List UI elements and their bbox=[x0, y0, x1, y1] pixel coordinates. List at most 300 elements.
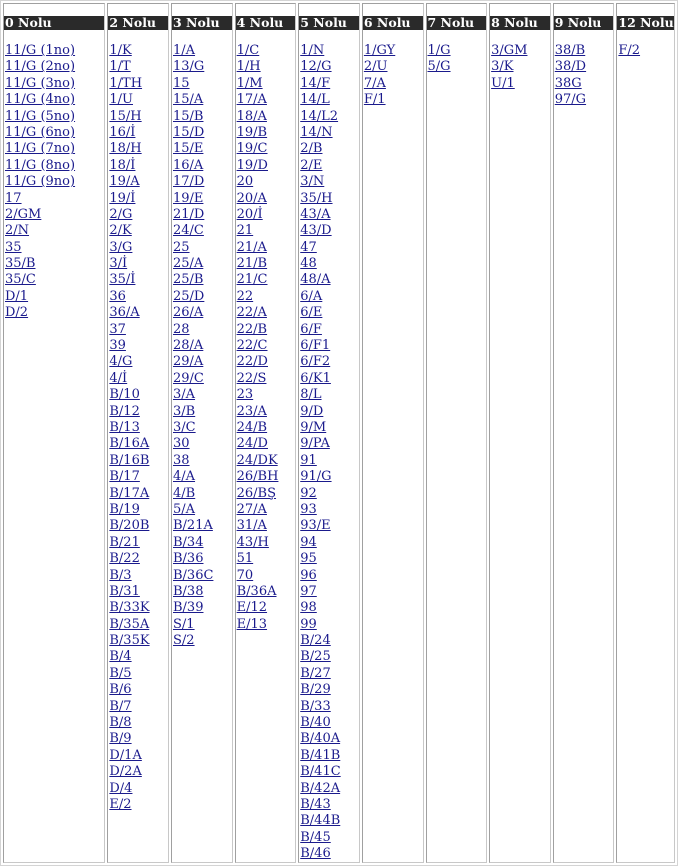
column-header: 12 Nolu bbox=[618, 16, 674, 30]
line-link[interactable]: 29/C bbox=[173, 370, 204, 386]
line-link[interactable]: 22/C bbox=[236, 338, 268, 354]
line-link[interactable]: 1/H bbox=[236, 59, 261, 75]
line-link[interactable]: 30 bbox=[173, 436, 190, 452]
list-item bbox=[173, 140, 232, 156]
line-link[interactable]: 11/G (7no) bbox=[5, 141, 76, 157]
list-item bbox=[237, 550, 296, 566]
list-item bbox=[237, 42, 296, 58]
list-item bbox=[109, 386, 168, 402]
line-link[interactable]: B/31 bbox=[109, 583, 140, 599]
line-link[interactable]: 95 bbox=[300, 551, 317, 567]
line-link[interactable]: 22/S bbox=[236, 370, 267, 386]
line-link[interactable]: B/16A bbox=[109, 436, 150, 452]
list-item bbox=[173, 321, 232, 337]
list-item bbox=[109, 271, 168, 287]
list-item bbox=[300, 730, 359, 746]
line-link[interactable]: 6/A bbox=[300, 288, 323, 304]
list-item bbox=[237, 501, 296, 517]
list-item bbox=[237, 190, 296, 206]
line-link[interactable]: 19/C bbox=[236, 141, 268, 157]
line-link[interactable]: 11/G (1no) bbox=[5, 43, 76, 58]
line-link[interactable]: 22/A bbox=[236, 305, 267, 321]
line-list bbox=[617, 42, 674, 58]
line-link[interactable]: 93/E bbox=[300, 518, 331, 534]
line-link[interactable]: 94 bbox=[300, 534, 317, 550]
list-item bbox=[300, 616, 359, 632]
list-item bbox=[300, 124, 359, 140]
line-link[interactable]: 15/D bbox=[173, 124, 205, 140]
line-link[interactable]: 19/A bbox=[109, 174, 140, 190]
list-item bbox=[237, 353, 296, 369]
line-link[interactable]: 17/D bbox=[173, 174, 205, 190]
line-link[interactable]: 99 bbox=[300, 616, 317, 632]
line-link[interactable]: B/46 bbox=[300, 846, 331, 862]
list-item bbox=[109, 140, 168, 156]
line-link[interactable]: D/2 bbox=[5, 305, 29, 321]
list-item bbox=[237, 370, 296, 386]
list-item bbox=[5, 190, 104, 206]
line-link[interactable]: 3/B bbox=[173, 403, 196, 419]
line-link[interactable]: 11/G (3no) bbox=[5, 75, 76, 91]
list-item bbox=[555, 75, 614, 91]
list-item bbox=[300, 632, 359, 648]
list-item bbox=[109, 517, 168, 533]
line-link[interactable]: 17 bbox=[5, 190, 22, 206]
line-link[interactable]: 26/A bbox=[173, 305, 204, 321]
list-item bbox=[300, 648, 359, 664]
line-link[interactable]: B/33 bbox=[300, 698, 331, 714]
line-link[interactable]: 5/A bbox=[173, 501, 196, 517]
line-link[interactable]: 21/D bbox=[173, 206, 205, 222]
line-link[interactable]: 43/D bbox=[300, 223, 332, 239]
list-item bbox=[109, 583, 168, 599]
list-item bbox=[173, 108, 232, 124]
line-link[interactable]: 1/U bbox=[109, 92, 133, 108]
line-link[interactable]: 35/İ bbox=[109, 272, 136, 288]
line-link[interactable]: 14/L2 bbox=[300, 108, 339, 124]
line-link[interactable]: 3/C bbox=[173, 419, 196, 435]
line-link[interactable]: 14/L bbox=[300, 92, 330, 108]
line-link[interactable]: 6/F bbox=[300, 321, 322, 337]
line-link[interactable]: 28 bbox=[173, 321, 190, 337]
line-link[interactable]: 2/G bbox=[109, 206, 133, 222]
line-link[interactable]: 22/B bbox=[236, 321, 268, 337]
line-link[interactable]: 25/B bbox=[173, 272, 204, 288]
list-item bbox=[300, 288, 359, 304]
route-column bbox=[489, 3, 551, 863]
line-link[interactable]: 3/İ bbox=[109, 256, 128, 272]
list-item bbox=[173, 206, 232, 222]
line-link[interactable]: 19/İ bbox=[109, 190, 136, 206]
line-link[interactable]: B/25 bbox=[300, 649, 331, 665]
list-item bbox=[237, 435, 296, 451]
line-link[interactable]: 25/D bbox=[173, 288, 205, 304]
line-link[interactable]: B/17 bbox=[109, 469, 140, 485]
line-link[interactable]: 35/C bbox=[5, 272, 36, 288]
list-item bbox=[5, 222, 104, 238]
list-item bbox=[300, 91, 359, 107]
line-link[interactable]: B/45 bbox=[300, 829, 331, 845]
list-item bbox=[237, 468, 296, 484]
list-item bbox=[109, 173, 168, 189]
line-link[interactable]: U/1 bbox=[491, 75, 515, 91]
line-link[interactable]: 38/B bbox=[554, 43, 586, 58]
line-link[interactable]: B/7 bbox=[109, 698, 132, 714]
line-link[interactable]: 6/K1 bbox=[300, 370, 331, 386]
line-link[interactable]: B/22 bbox=[109, 551, 140, 567]
list-item bbox=[300, 534, 359, 550]
route-column bbox=[553, 3, 615, 863]
line-link[interactable]: S/1 bbox=[173, 616, 195, 632]
list-item bbox=[5, 124, 104, 140]
list-item bbox=[300, 140, 359, 156]
line-link[interactable]: 3/G bbox=[109, 239, 133, 255]
line-link[interactable]: 2/U bbox=[363, 59, 388, 75]
line-link[interactable]: 21/B bbox=[236, 256, 268, 272]
line-link[interactable]: B/12 bbox=[109, 403, 140, 419]
line-link[interactable]: 35/H bbox=[300, 190, 333, 206]
line-link[interactable]: 43/A bbox=[300, 206, 331, 222]
list-item bbox=[300, 419, 359, 435]
list-item bbox=[237, 91, 296, 107]
line-link[interactable]: B/36 bbox=[173, 551, 204, 567]
line-link[interactable]: F/2 bbox=[618, 43, 641, 58]
line-link[interactable]: 70 bbox=[236, 567, 254, 583]
line-link[interactable]: 36 bbox=[109, 288, 126, 304]
list-item bbox=[300, 567, 359, 583]
line-link[interactable]: 91 bbox=[300, 452, 317, 468]
list-item bbox=[173, 403, 232, 419]
line-link[interactable]: B/6 bbox=[109, 682, 132, 698]
route-column bbox=[298, 3, 360, 863]
line-link[interactable]: 17/A bbox=[236, 92, 267, 108]
line-link[interactable]: 98 bbox=[300, 600, 317, 616]
list-item bbox=[237, 75, 296, 91]
line-link[interactable]: 6/E bbox=[300, 305, 323, 321]
line-link[interactable]: 26/BH bbox=[236, 469, 279, 485]
line-link[interactable]: 11/G (2no) bbox=[5, 59, 76, 75]
line-link[interactable]: 28/A bbox=[173, 338, 204, 354]
list-item bbox=[5, 58, 104, 74]
line-link[interactable]: 2/E bbox=[300, 157, 323, 173]
line-link[interactable]: E/12 bbox=[236, 600, 268, 616]
line-link[interactable]: 1/M bbox=[236, 75, 263, 91]
list-item bbox=[109, 108, 168, 124]
column-header: 3 Nolu bbox=[172, 16, 232, 30]
list-item bbox=[300, 239, 359, 255]
list-item bbox=[173, 75, 232, 91]
list-item bbox=[109, 75, 168, 91]
line-link[interactable]: D/1 bbox=[5, 288, 29, 304]
line-link[interactable]: 22/D bbox=[236, 354, 268, 370]
line-link[interactable]: 14/N bbox=[300, 124, 333, 140]
line-link[interactable]: B/27 bbox=[300, 665, 331, 681]
line-link[interactable]: 9/M bbox=[300, 419, 327, 435]
line-link[interactable]: 5/G bbox=[427, 59, 451, 75]
line-link[interactable]: 24/B bbox=[236, 419, 268, 435]
line-link[interactable]: 15/B bbox=[173, 108, 204, 124]
list-item bbox=[173, 58, 232, 74]
line-link[interactable]: B/38 bbox=[173, 583, 204, 599]
line-link[interactable]: 97/G bbox=[554, 92, 587, 108]
line-link[interactable]: 47 bbox=[300, 239, 317, 255]
line-link[interactable]: 92 bbox=[300, 485, 317, 501]
line-link[interactable]: B/36A bbox=[236, 583, 277, 599]
list-item bbox=[237, 108, 296, 124]
line-link[interactable]: 24/C bbox=[173, 223, 204, 239]
list-item bbox=[555, 58, 614, 74]
line-link[interactable]: 9/PA bbox=[300, 436, 330, 452]
line-link[interactable]: B/4 bbox=[109, 649, 132, 665]
line-link[interactable]: 24/D bbox=[236, 436, 268, 452]
line-link[interactable]: 20/A bbox=[236, 190, 267, 206]
line-link[interactable]: 3/GM bbox=[491, 43, 528, 58]
line-link[interactable]: 19/B bbox=[236, 124, 268, 140]
list-item bbox=[300, 206, 359, 222]
line-link[interactable]: 22 bbox=[236, 288, 254, 304]
line-link[interactable]: 2/N bbox=[5, 223, 30, 239]
line-link[interactable]: 18/H bbox=[109, 141, 142, 157]
list-item bbox=[364, 75, 423, 91]
line-link[interactable]: 2/B bbox=[300, 141, 323, 157]
line-link[interactable]: 36/A bbox=[109, 305, 140, 321]
line-link[interactable]: 48/A bbox=[300, 272, 331, 288]
list-item bbox=[237, 567, 296, 583]
line-link[interactable]: B/35A bbox=[109, 616, 150, 632]
list-item bbox=[237, 173, 296, 189]
list-item bbox=[237, 485, 296, 501]
line-link[interactable]: 1/GY bbox=[363, 43, 396, 58]
line-link[interactable]: B/20B bbox=[109, 518, 150, 534]
list-item bbox=[300, 714, 359, 730]
list-item bbox=[173, 567, 232, 583]
list-item bbox=[109, 714, 168, 730]
line-link[interactable]: B/42A bbox=[300, 780, 341, 796]
line-link[interactable]: 29/A bbox=[173, 354, 204, 370]
line-link[interactable]: 15/H bbox=[109, 108, 142, 124]
list-item bbox=[300, 812, 359, 828]
line-link[interactable]: 15 bbox=[173, 75, 190, 91]
line-link[interactable]: 48 bbox=[300, 256, 317, 272]
line-link[interactable]: 25 bbox=[173, 239, 190, 255]
line-link[interactable]: D/2A bbox=[109, 764, 142, 780]
list-item bbox=[300, 321, 359, 337]
line-link[interactable]: B/10 bbox=[109, 387, 140, 403]
list-item bbox=[109, 632, 168, 648]
line-link[interactable]: B/34 bbox=[173, 534, 204, 550]
line-link[interactable]: 3/N bbox=[300, 174, 325, 190]
line-link[interactable]: B/21 bbox=[109, 534, 140, 550]
line-link[interactable]: 27/A bbox=[236, 501, 267, 517]
line-link[interactable]: D/4 bbox=[109, 780, 133, 796]
line-link[interactable]: 1/T bbox=[109, 59, 131, 75]
line-link[interactable]: 2/GM bbox=[5, 206, 42, 222]
line-link[interactable]: 4/G bbox=[109, 354, 133, 370]
line-link[interactable]: B/35K bbox=[109, 633, 150, 649]
line-link[interactable]: 97 bbox=[300, 583, 317, 599]
line-link[interactable]: 4/A bbox=[173, 469, 196, 485]
line-link[interactable]: B/39 bbox=[173, 600, 204, 616]
line-link[interactable]: 51 bbox=[236, 551, 254, 567]
list-item bbox=[109, 239, 168, 255]
list-item bbox=[237, 239, 296, 255]
line-list bbox=[299, 42, 359, 862]
list-item bbox=[173, 304, 232, 320]
list-item bbox=[173, 616, 232, 632]
line-link[interactable]: 43/H bbox=[236, 534, 269, 550]
list-item bbox=[5, 239, 104, 255]
list-item bbox=[5, 288, 104, 304]
line-link[interactable]: 6/F2 bbox=[300, 354, 331, 370]
line-link[interactable]: 11/G (9no) bbox=[5, 174, 76, 190]
line-link[interactable]: 7/A bbox=[363, 75, 386, 91]
list-item bbox=[173, 337, 232, 353]
line-link[interactable]: 4/B bbox=[173, 485, 196, 501]
line-link[interactable]: 3/K bbox=[491, 59, 514, 75]
list-item bbox=[300, 583, 359, 599]
line-link[interactable]: B/40 bbox=[300, 715, 331, 731]
column-header: 7 Nolu bbox=[427, 16, 487, 30]
line-link[interactable]: B/43 bbox=[300, 796, 331, 812]
line-link[interactable]: 21/C bbox=[236, 272, 268, 288]
list-item bbox=[173, 550, 232, 566]
line-link[interactable]: 18/İ bbox=[109, 157, 136, 173]
line-link[interactable]: 16/İ bbox=[109, 124, 136, 140]
list-item bbox=[300, 796, 359, 812]
line-link[interactable]: 15/A bbox=[173, 92, 204, 108]
line-link[interactable]: 96 bbox=[300, 567, 317, 583]
line-list bbox=[490, 42, 550, 91]
list-item bbox=[300, 157, 359, 173]
line-link[interactable]: 8/L bbox=[300, 387, 322, 403]
line-link[interactable]: 1/N bbox=[300, 43, 325, 58]
list-item bbox=[173, 370, 232, 386]
line-link[interactable]: 38/D bbox=[554, 59, 587, 75]
line-link[interactable]: B/5 bbox=[109, 665, 132, 681]
line-link[interactable]: 35/B bbox=[5, 256, 36, 272]
list-item bbox=[300, 222, 359, 238]
list-item bbox=[109, 599, 168, 615]
line-link[interactable]: B/44B bbox=[300, 813, 341, 829]
list-item bbox=[109, 91, 168, 107]
line-link[interactable]: 39 bbox=[109, 338, 126, 354]
line-link[interactable]: B/19 bbox=[109, 501, 140, 517]
line-link[interactable]: B/17A bbox=[109, 485, 150, 501]
line-link[interactable]: 21 bbox=[236, 223, 254, 239]
line-link[interactable]: 16/A bbox=[173, 157, 204, 173]
list-item bbox=[364, 42, 423, 58]
line-link[interactable]: 13/G bbox=[173, 59, 205, 75]
line-link[interactable]: 9/D bbox=[300, 403, 324, 419]
line-link[interactable]: 93 bbox=[300, 501, 317, 517]
list-item bbox=[555, 91, 614, 107]
line-list bbox=[108, 42, 168, 812]
line-link[interactable]: D/1A bbox=[109, 747, 142, 763]
line-link[interactable]: 1/K bbox=[109, 43, 132, 58]
line-link[interactable]: 11/G (5no) bbox=[5, 108, 76, 124]
line-link[interactable]: 1/C bbox=[236, 43, 260, 58]
line-link[interactable]: S/2 bbox=[173, 633, 195, 649]
line-link[interactable]: E/2 bbox=[109, 796, 132, 812]
line-link[interactable]: 3/A bbox=[173, 387, 196, 403]
line-link[interactable]: B/33K bbox=[109, 600, 150, 616]
line-link[interactable]: B/8 bbox=[109, 715, 132, 731]
line-link[interactable]: 35 bbox=[5, 239, 22, 255]
line-link[interactable]: 15/E bbox=[173, 141, 204, 157]
list-item bbox=[173, 124, 232, 140]
line-link[interactable]: B/16B bbox=[109, 452, 150, 468]
line-link[interactable]: E/13 bbox=[236, 616, 268, 632]
line-link[interactable]: 11/G (8no) bbox=[5, 157, 76, 173]
line-link[interactable]: 18/A bbox=[236, 108, 267, 124]
line-link[interactable]: B/3 bbox=[109, 567, 132, 583]
column-header: 9 Nolu bbox=[554, 16, 614, 30]
line-link[interactable]: B/9 bbox=[109, 731, 132, 747]
route-column bbox=[107, 3, 169, 863]
line-link[interactable]: B/24 bbox=[300, 633, 331, 649]
line-link[interactable]: 6/F1 bbox=[300, 338, 331, 354]
line-link[interactable]: 19/D bbox=[236, 157, 268, 173]
line-link[interactable]: B/36C bbox=[173, 567, 214, 583]
line-list bbox=[236, 42, 296, 632]
line-link[interactable]: 26/BŞ bbox=[236, 485, 277, 501]
list-item bbox=[237, 419, 296, 435]
line-link[interactable]: 19/E bbox=[173, 190, 204, 206]
line-link[interactable]: B/21A bbox=[173, 518, 213, 534]
line-link[interactable]: F/1 bbox=[363, 92, 386, 108]
list-item bbox=[300, 550, 359, 566]
line-link[interactable]: 31/A bbox=[236, 518, 267, 534]
line-link[interactable]: 25/A bbox=[173, 256, 204, 272]
line-link[interactable]: 11/G (4no) bbox=[5, 92, 76, 108]
column-header: 2 Nolu bbox=[108, 16, 168, 30]
list-item bbox=[109, 485, 168, 501]
list-item bbox=[237, 452, 296, 468]
line-link[interactable]: B/29 bbox=[300, 682, 331, 698]
line-link[interactable]: 24/DK bbox=[236, 452, 278, 468]
line-link[interactable]: 1/G bbox=[427, 43, 451, 58]
list-item bbox=[491, 75, 550, 91]
line-link[interactable]: 21/A bbox=[236, 239, 267, 255]
line-link[interactable]: 2/K bbox=[109, 223, 132, 239]
route-column bbox=[171, 3, 233, 863]
line-link[interactable]: B/41B bbox=[300, 747, 341, 763]
line-link[interactable]: 20 bbox=[236, 174, 254, 190]
line-link[interactable]: 23 bbox=[236, 387, 254, 403]
line-link[interactable]: 1/TH bbox=[109, 75, 143, 91]
line-link[interactable]: 37 bbox=[109, 321, 126, 337]
list-item bbox=[300, 42, 359, 58]
list-item bbox=[173, 599, 232, 615]
list-item bbox=[109, 567, 168, 583]
line-link[interactable]: 38 bbox=[173, 452, 190, 468]
line-link[interactable]: 11/G (6no) bbox=[5, 124, 76, 140]
line-link[interactable]: 4/İ bbox=[109, 370, 128, 386]
line-link[interactable]: B/13 bbox=[109, 419, 140, 435]
line-link[interactable]: B/41C bbox=[300, 764, 341, 780]
line-link[interactable]: 14/F bbox=[300, 75, 331, 91]
line-link[interactable]: B/40A bbox=[300, 731, 341, 747]
line-link[interactable]: 12/G bbox=[300, 59, 332, 75]
line-list bbox=[427, 42, 487, 75]
line-link[interactable]: 23/A bbox=[236, 403, 267, 419]
line-link[interactable]: 38G bbox=[554, 75, 582, 91]
list-item bbox=[237, 206, 296, 222]
line-link[interactable]: 91/G bbox=[300, 469, 332, 485]
line-link[interactable]: 20/İ bbox=[236, 206, 263, 222]
list-item bbox=[109, 288, 168, 304]
line-link[interactable]: 1/A bbox=[173, 43, 196, 58]
